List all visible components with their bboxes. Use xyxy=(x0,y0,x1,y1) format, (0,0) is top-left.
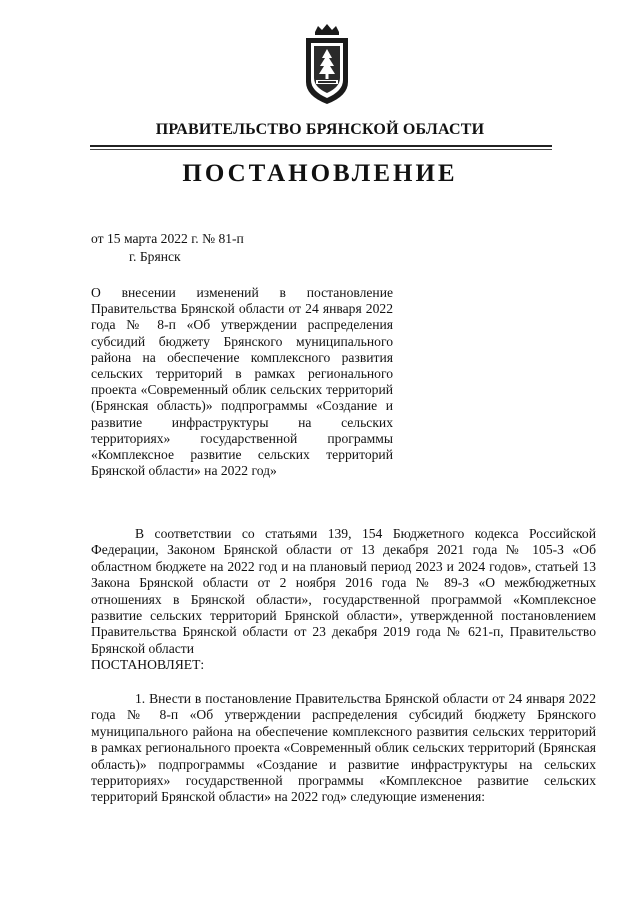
coat-of-arms-icon xyxy=(301,22,353,108)
document-type-title: ПОСТАНОВЛЕНИЕ xyxy=(182,160,458,187)
decree-word: ПОСТАНОВЛЯЕТ: xyxy=(91,657,205,673)
document-date-number: от 15 марта 2022 г. № 81-п xyxy=(91,231,244,246)
organization-title: ПРАВИТЕЛЬСТВО БРЯНСКОЙ ОБЛАСТИ xyxy=(155,121,485,138)
header-divider xyxy=(90,145,552,147)
document-subject: О внесении изменений в постановление Правительства Брянской области от 24 января 2022 года № 8-п «Об утверждении распределения субсидий бюджету Брянского муниципального района на обеспечение комплексного развития сельских территорий в рамках регионального проекта «Современный облик сельских территорий (Брянская область)» подпрограммы «Создание и развитие инфраструктуры на сельских территориях» государственной программы «Комплексное развитие сельских территорий Брянской области» на 2022 год» xyxy=(91,285,393,479)
preamble-text: В соответствии со статьями 139, 154 Бюджетного кодекса Российской Федерации, Законом Брянской области от 13 декабря 2021 года № 105-З «Об областном бюджете на 2022 год и на плановый период 2023 и 2024 годов», статьей 13 Закона Брянской области от 2 ноября 2016 года № 89-З «О межбюджетных отношениях в Брянской области», государственной программой «Комплексное развитие сельских территорий Брянской области», утвержденной постановлением Правительства Брянской области от 23 декабря 2019 года № 621-п, Правительство Брянской области xyxy=(91,526,596,656)
preamble-section xyxy=(91,526,596,674)
header-divider-thin xyxy=(90,149,552,150)
item-1-text: 1. Внести в постановление Правительства Брянской области от 24 января 2022 года № 8-п «Об утверждении распределения субсидий бюджету Брянского муниципального района на обеспечение комплексного развития сельских территорий в рамках регионального проекта «Современный облик сельских территорий (Брянская область)» подпрограммы «Создание и развитие инфраструктуры на сельских территориях» государственной программы «Комплексное развитие сельских территорий Брянской области» на 2022 год» следующие изменения: xyxy=(91,691,596,805)
item-1-section xyxy=(91,691,596,806)
document-city: г. Брянск xyxy=(129,249,181,264)
